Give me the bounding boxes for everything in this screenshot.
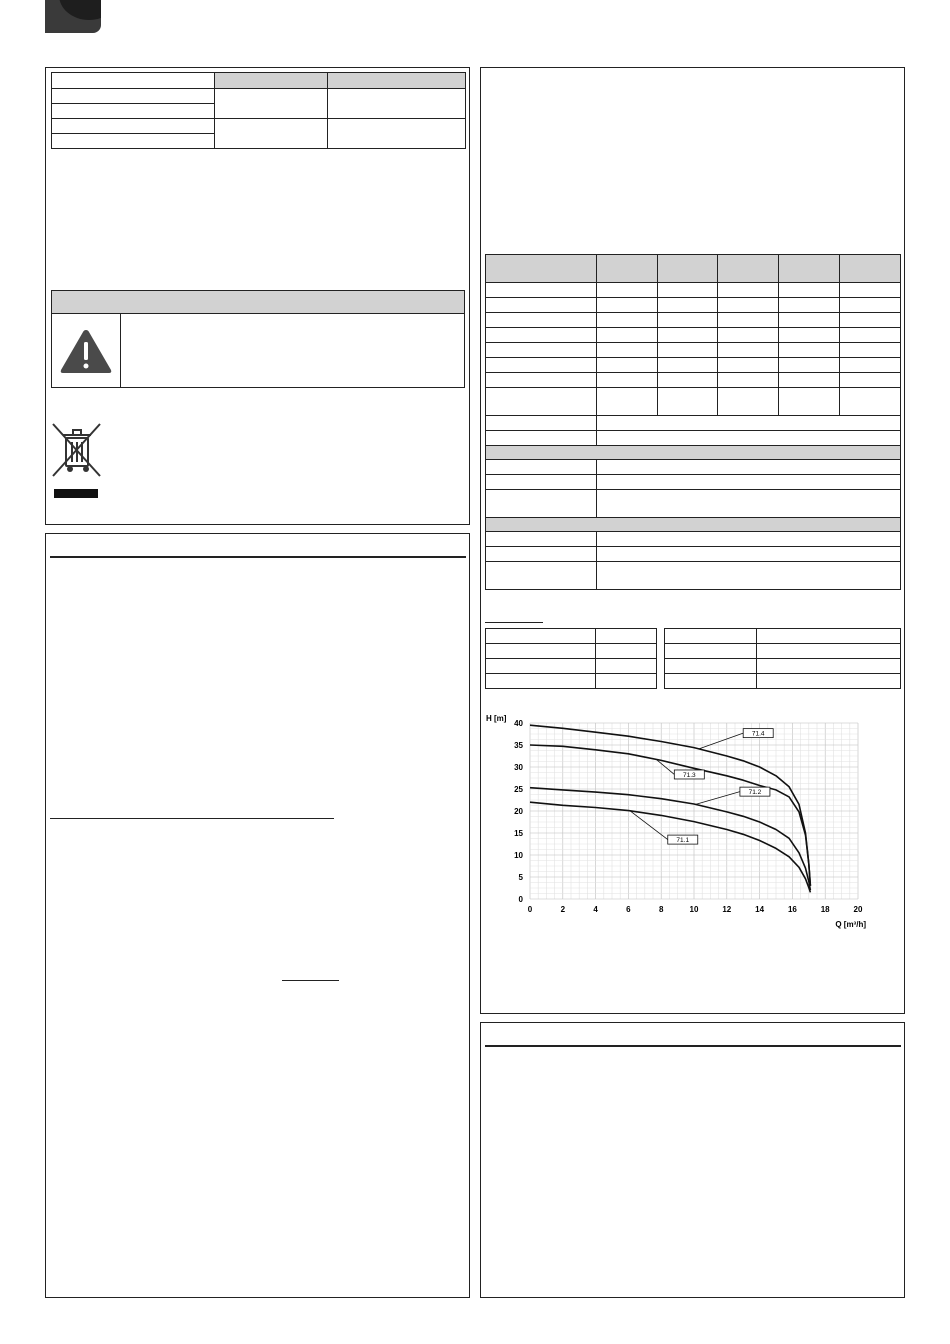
small-table-left (485, 628, 657, 689)
series-label: 71.4 (751, 730, 765, 738)
table-cell (486, 313, 597, 328)
table-cell (486, 532, 597, 547)
table-header-cell (486, 255, 597, 283)
table-cell (486, 490, 597, 518)
table-cell (486, 547, 597, 562)
y-tick-label: 5 (518, 873, 523, 882)
x-tick-label: 20 (853, 905, 863, 914)
table-cell (486, 460, 597, 475)
x-tick-label: 6 (626, 905, 631, 914)
series-label: 71.3 (682, 771, 696, 779)
warning-icon-cell (52, 313, 121, 387)
series-label: 71.1 (676, 837, 690, 845)
section-rule (485, 1045, 901, 1047)
x-axis-label: Q [m³/h] (835, 920, 866, 929)
table-cell (52, 104, 215, 119)
table-cell (486, 298, 597, 313)
technical-data-table (485, 254, 901, 590)
table-group-header (486, 446, 901, 460)
x-tick-label: 12 (722, 905, 732, 914)
table-header-cell (779, 255, 840, 283)
x-tick-label: 0 (527, 905, 533, 914)
series-label: 71.2 (748, 789, 762, 797)
y-tick-label: 40 (514, 719, 523, 728)
x-tick-label: 10 (689, 905, 699, 914)
x-tick-label: 16 (787, 905, 797, 914)
table-cell (486, 416, 597, 431)
warning-triangle-icon (58, 327, 114, 377)
curve-71-3 (530, 745, 810, 886)
table-header-cell (328, 73, 466, 89)
section-tab (45, 0, 101, 33)
table-cell (486, 475, 597, 490)
pump-curve-chart (484, 711, 884, 951)
table-cell (328, 89, 466, 119)
warning-box (51, 290, 465, 388)
table-cell (328, 119, 466, 149)
panel-right-lower (480, 1022, 905, 1298)
table-group-header (486, 518, 901, 532)
underline-rule (282, 980, 339, 981)
table-header-cell (658, 255, 718, 283)
y-tick-label: 0 (518, 895, 523, 904)
weee-crossed-bin-icon (50, 421, 104, 503)
table-cell (486, 358, 597, 373)
table-cell (486, 388, 597, 416)
table-cell (486, 562, 597, 590)
table-cell (486, 373, 597, 388)
panel-product-info (45, 67, 470, 525)
x-tick-label: 18 (820, 905, 830, 914)
table-header-cell (718, 255, 779, 283)
y-tick-label: 15 (514, 829, 523, 838)
x-tick-label: 14 (755, 905, 765, 914)
y-tick-label: 30 (514, 763, 523, 772)
table-header-cell (840, 255, 901, 283)
table-cell (486, 283, 597, 298)
panel-technical-data (480, 67, 905, 1014)
y-tick-label: 25 (514, 785, 523, 794)
table-cell (486, 431, 597, 446)
x-tick-label: 2 (560, 905, 566, 914)
table-cell (486, 343, 597, 358)
table-cell (52, 134, 215, 149)
underline-rule (50, 818, 334, 819)
panel-left-lower (45, 533, 470, 1298)
table-cell (52, 89, 215, 104)
table-cell (52, 119, 215, 134)
table-header-cell (597, 255, 658, 283)
underline-rule (485, 622, 543, 623)
section-rule (50, 556, 466, 558)
y-tick-label: 35 (514, 741, 523, 750)
table-header-cell (52, 73, 215, 89)
x-tick-label: 8 (658, 905, 664, 914)
y-axis-label: H [m] (486, 714, 507, 723)
small-table-right (664, 628, 901, 689)
table-header-cell (215, 73, 328, 89)
table-cell (215, 89, 328, 119)
variant-table (51, 72, 466, 149)
table-cell (486, 328, 597, 343)
curve-71-1 (530, 802, 810, 892)
label-leader-line (699, 733, 743, 749)
table-cell (215, 119, 328, 149)
warning-header (52, 291, 464, 314)
y-tick-label: 10 (514, 851, 523, 860)
x-tick-label: 4 (593, 905, 598, 914)
y-tick-label: 20 (514, 807, 523, 816)
